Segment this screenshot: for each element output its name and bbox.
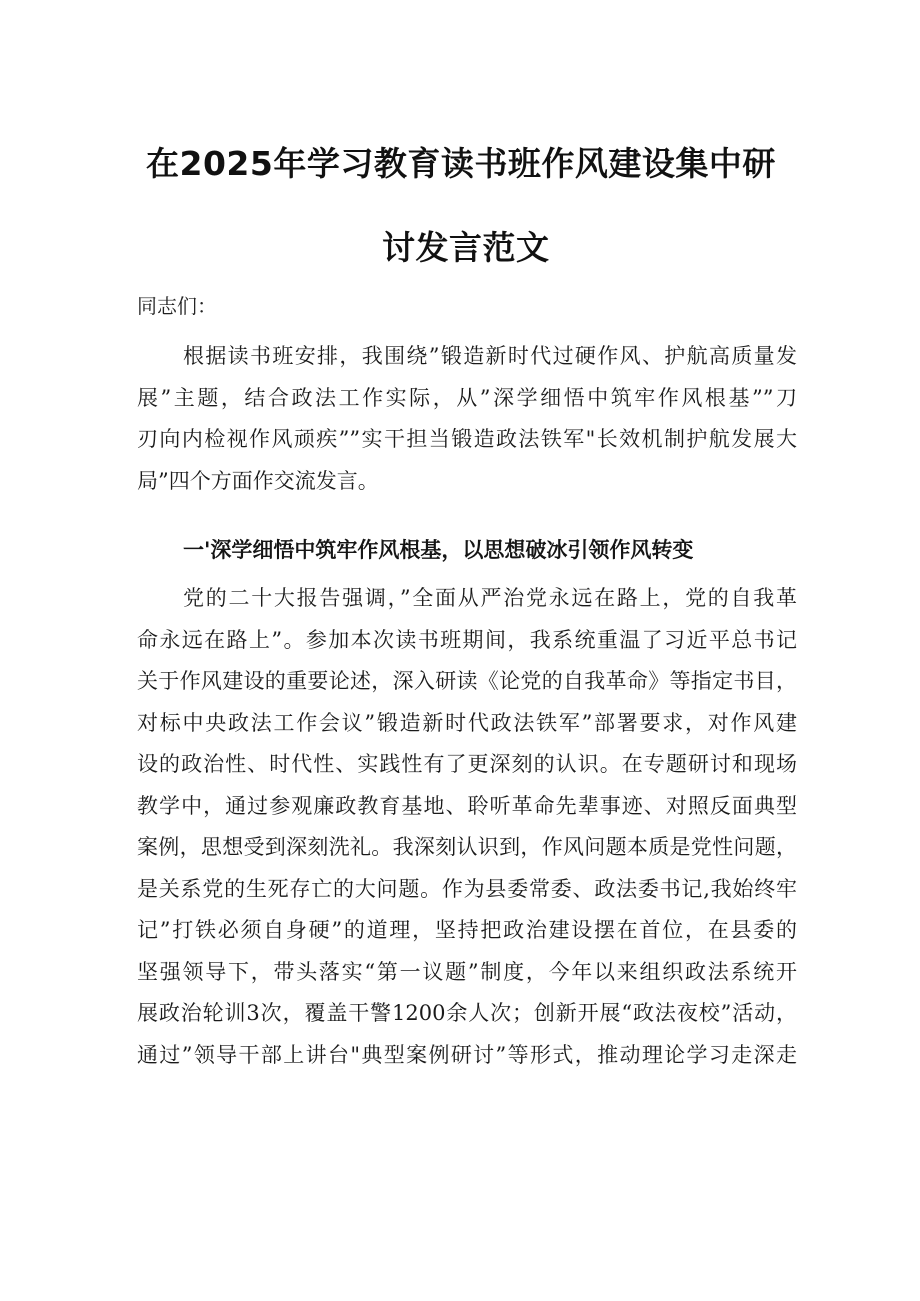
section-1-heading: 一'深学细悟中筑牢作风根基，以思想破冰引领作风转变 [183, 538, 694, 562]
body-line: 设的政治性、时代性、实践性有了更深刻的认识。在专题研讨和现场 [137, 752, 797, 776]
salutation: 同志们： [137, 294, 217, 318]
body-line: 教学中，通过参观廉政教育基地、聆听革命先辈事迹、对照反面典型 [137, 793, 797, 818]
body-line: 案例，思想受到深刻洗礼。我深刻认识到，作风问题本质是党性问题， [137, 835, 797, 859]
intro-paragraph [137, 336, 797, 502]
body-line: 记”打铁必须自身硬”的道理，坚持把政治建设摆在首位，在县委的 [137, 918, 797, 942]
document-title-line-2: 讨发言范文 [382, 228, 550, 267]
body-line: 命永远在路上”。参加本次读书班期间，我系统重温了习近平总书记 [137, 627, 797, 652]
body-line: 坚强领导下，带头落实“第一议题”制度，今年以来组织政法系统开 [137, 959, 797, 984]
intro-line: 根据读书班安排，我围绕”锻造新时代过硬作风、护航高质量发 [183, 344, 797, 368]
body-line: 关于作风建设的重要论述，深入研读《论党的自我革命》等指定书目， [137, 669, 797, 693]
body-line: 通过”领导干部上讲台"典型案例研讨”等形式，推动理论学习走深走 [137, 1042, 797, 1067]
document-title-line-1: 在2025年学习教育读书班作风建设集中研 [146, 144, 776, 183]
body-line: 是关系党的生死存亡的大问题。作为县委常委、政法委书记,我始终牢 [137, 876, 797, 901]
intro-line: 局”四个方面作交流发言。 [137, 468, 379, 493]
body-line: 展政治轮训3次，覆盖干警1200余人次；创新开展“政法夜校”活动， [137, 1001, 797, 1025]
body-line: 党的二十大报告强调，”全面从严治党永远在路上，党的自我革 [183, 586, 797, 610]
body-line: 对标中央政法工作会议”锻造新时代政法铁军”部署要求，对作风建 [137, 710, 797, 735]
intro-line: 刃向内检视作风顽疾””实干担当锻造政法铁军"长效机制护航发展大 [137, 427, 797, 451]
section-1-paragraph [137, 578, 797, 1076]
intro-line: 展”主题，结合政法工作实际，从”深学细悟中筑牢作风根基””刀 [137, 385, 797, 410]
